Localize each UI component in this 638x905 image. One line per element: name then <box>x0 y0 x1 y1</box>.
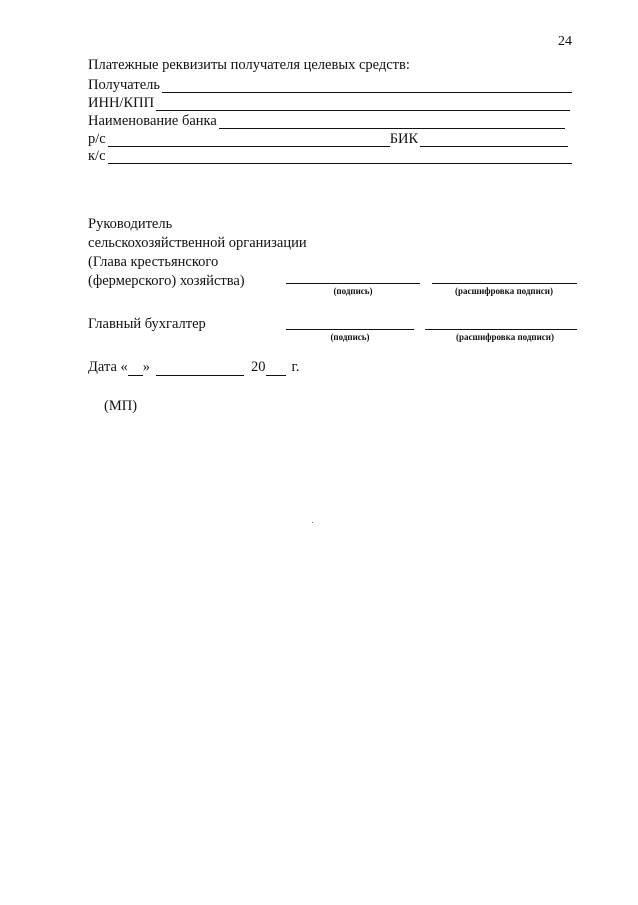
correspondent-account-label: к/с <box>88 148 106 164</box>
head-title-line4: (фермерского) хозяйства) <box>88 273 245 289</box>
accountant-decoding-line[interactable] <box>425 328 577 330</box>
stamp-label: (МП) <box>104 398 138 414</box>
date-year-suffix: г. <box>291 359 300 375</box>
head-title-line3: (Глава крестьянского <box>88 254 219 270</box>
bik-field[interactable] <box>420 133 568 147</box>
correspondent-account-field[interactable] <box>108 150 572 164</box>
head-signature-caption: (подпись) <box>333 286 373 296</box>
head-decoding-caption: (расшифровка подписи) <box>455 286 553 296</box>
inn-kpp-field[interactable] <box>156 97 570 111</box>
head-signature-line[interactable] <box>286 282 420 284</box>
date-day-field[interactable] <box>128 363 143 376</box>
bik-label: БИК <box>389 131 419 147</box>
recipient-field[interactable] <box>162 79 572 93</box>
date-year-field[interactable] <box>266 363 286 376</box>
head-title-line1: Руководитель <box>88 216 173 232</box>
accountant-decoding-caption: (расшифровка подписи) <box>456 332 554 342</box>
date-year-prefix: 20 <box>251 359 266 375</box>
date-prefix: Дата « <box>88 359 128 375</box>
scan-speck <box>312 522 313 523</box>
head-decoding-line[interactable] <box>432 282 577 284</box>
date-quote-close: » <box>142 359 151 375</box>
date-row <box>88 359 299 376</box>
bank-name-label: Наименование банка <box>88 113 217 129</box>
head-title-line2: сельскохозяйственной организации <box>88 235 307 251</box>
requisites-heading: Платежные реквизиты получателя целевых средств: <box>88 57 410 73</box>
recipient-row <box>88 76 572 93</box>
date-month-field[interactable] <box>156 363 244 376</box>
accountant-signature-caption: (подпись) <box>330 332 370 342</box>
head-title-block <box>88 215 307 291</box>
accountant-signature-line[interactable] <box>286 328 414 330</box>
accountant-label: Главный бухгалтер <box>88 316 206 332</box>
bank-name-row <box>88 112 565 129</box>
settlement-account-row <box>88 130 568 147</box>
bank-name-field[interactable] <box>219 115 565 129</box>
settlement-account-field[interactable] <box>108 133 390 147</box>
recipient-label: Получатель <box>88 77 160 93</box>
page-number: 24 <box>558 34 572 49</box>
settlement-account-label: р/с <box>88 131 106 147</box>
correspondent-account-row <box>88 147 572 164</box>
inn-kpp-label: ИНН/КПП <box>88 95 155 111</box>
inn-kpp-row <box>88 94 570 111</box>
